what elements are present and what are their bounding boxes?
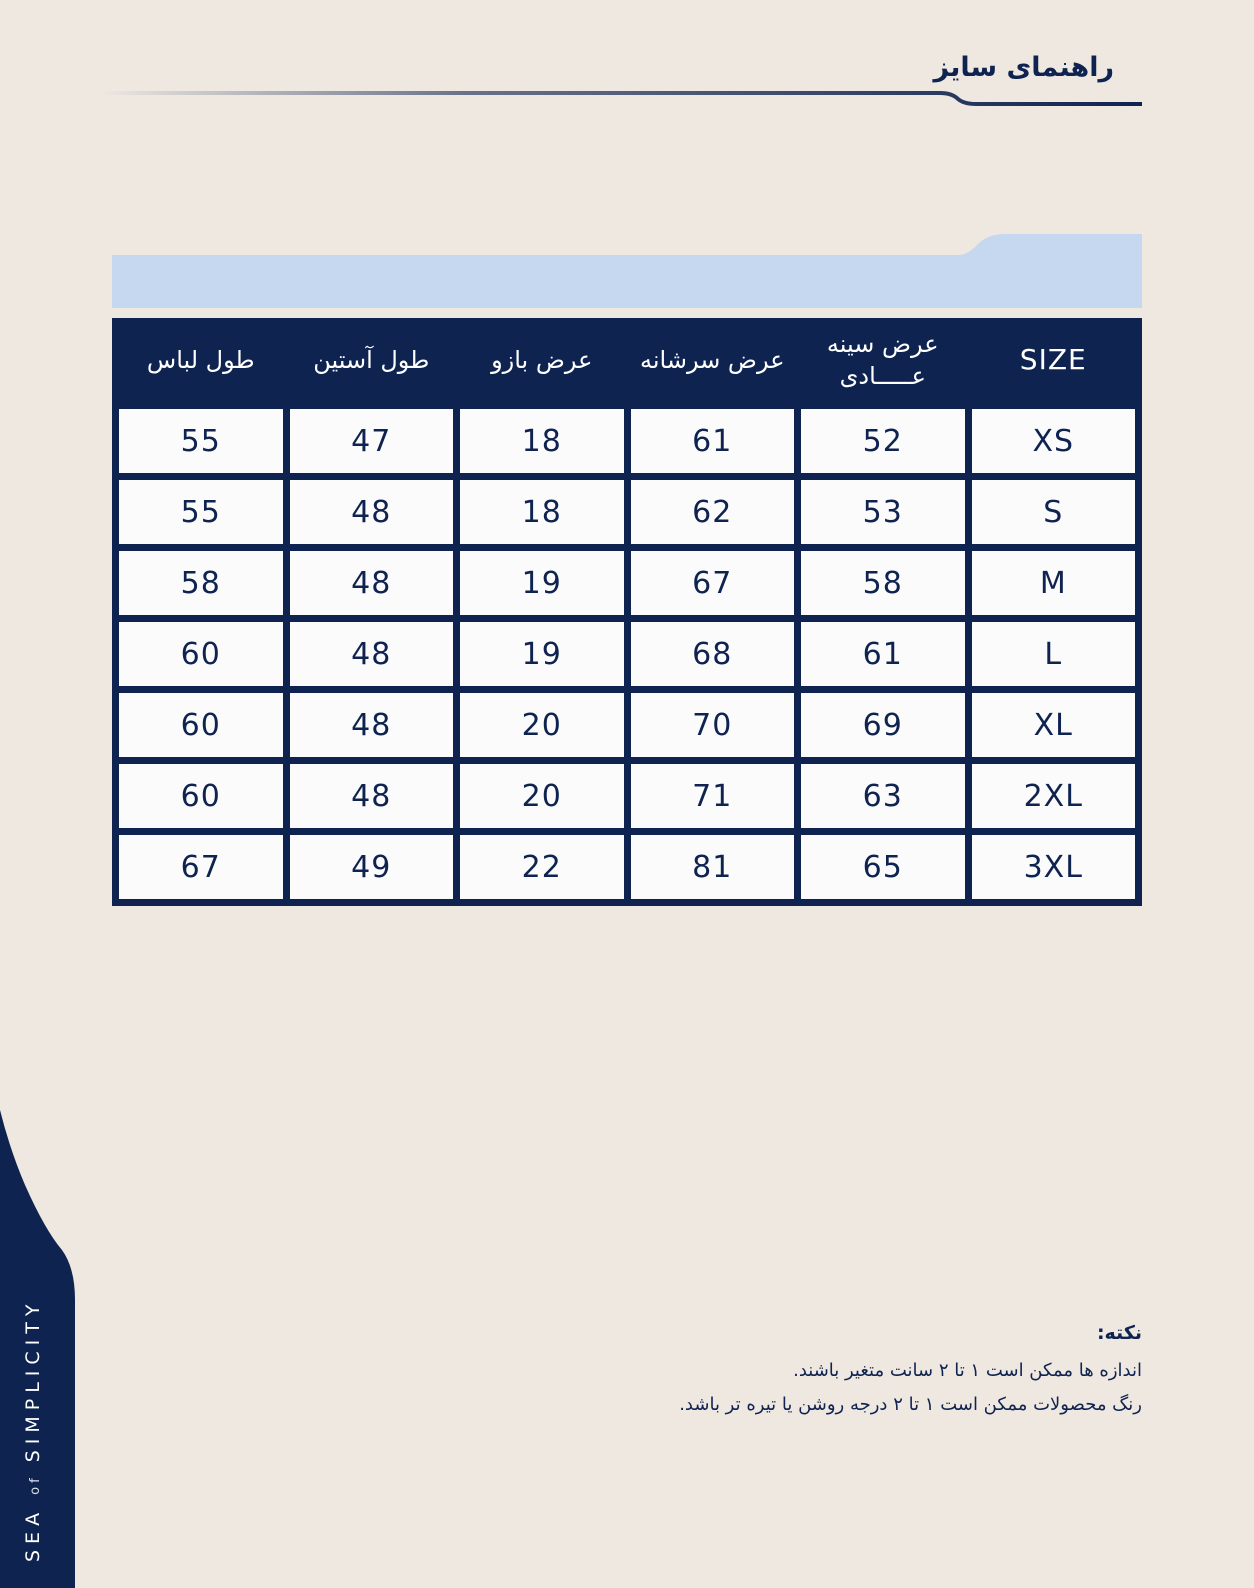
table-cell: 52 [801, 409, 965, 473]
table-cell: 48 [290, 480, 454, 544]
header-band [112, 232, 1142, 308]
table-cell: 18 [460, 409, 624, 473]
table-cell: 48 [290, 622, 454, 686]
brand-part-3: SIMPLICITY [22, 1298, 44, 1463]
table-cell: 48 [290, 693, 454, 757]
brand-part-2: of [28, 1474, 43, 1495]
table-cell: 48 [290, 764, 454, 828]
table-cell: 70 [631, 693, 795, 757]
note-section [679, 1322, 1142, 1422]
table-cell: 60 [119, 764, 283, 828]
table-cell: 58 [119, 551, 283, 615]
table-header-cell: عرض بازو [491, 345, 593, 374]
table-header-cell: عرض سینه عـــــادی [826, 329, 939, 390]
header-divider [100, 84, 1160, 114]
table-cell: 20 [460, 764, 624, 828]
table-header-cell: SIZE [1019, 343, 1087, 377]
table-header-cell: طول لباس [146, 345, 255, 374]
table-cell: 53 [801, 480, 965, 544]
brand-part-1: SEA [22, 1506, 44, 1562]
size-label-cell: M [972, 551, 1136, 615]
table-cell: 60 [119, 622, 283, 686]
table-cell: 55 [119, 409, 283, 473]
size-label-cell: S [972, 480, 1136, 544]
table-cell: 81 [631, 835, 795, 899]
side-wave-decoration [0, 1110, 90, 1588]
table-cell: 19 [460, 622, 624, 686]
table-cell: 18 [460, 480, 624, 544]
size-table [112, 318, 1142, 906]
table-cell: 61 [631, 409, 795, 473]
table-cell: 47 [290, 409, 454, 473]
table-cell: 67 [631, 551, 795, 615]
table-cell: 69 [801, 693, 965, 757]
table-cell: 20 [460, 693, 624, 757]
table-cell: 58 [801, 551, 965, 615]
note-line-1: اندازه ها ممکن است ۱ تا ۲ سانت متغیر باشند. [793, 1360, 1142, 1381]
size-label-cell: L [972, 622, 1136, 686]
table-cell: 55 [119, 480, 283, 544]
size-label-cell: 2XL [972, 764, 1136, 828]
table-cell: 49 [290, 835, 454, 899]
table-cell: 60 [119, 693, 283, 757]
page-title: راهنمای سایز [933, 52, 1114, 83]
note-line-2: رنگ محصولات ممکن است ۱ تا ۲ درجه روشن یا تیره تر باشد. [679, 1394, 1142, 1416]
table-cell: 68 [631, 622, 795, 686]
note-title: نکته: [1096, 1322, 1142, 1344]
table-cell: 61 [801, 622, 965, 686]
table-cell: 62 [631, 480, 795, 544]
table-cell: 48 [290, 551, 454, 615]
table-cell: 63 [801, 764, 965, 828]
table-cell: 67 [119, 835, 283, 899]
brand-tagline [22, 1299, 44, 1563]
table-cell: 22 [460, 835, 624, 899]
table-header-cell: عرض سرشانه [639, 345, 785, 374]
size-label-cell: 3XL [972, 835, 1136, 899]
size-label-cell: XS [972, 409, 1136, 473]
table-cell: 65 [801, 835, 965, 899]
table-header-cell: طول آستین [313, 345, 430, 374]
table-cell: 71 [631, 764, 795, 828]
table-cell: 19 [460, 551, 624, 615]
size-label-cell: XL [972, 693, 1136, 757]
